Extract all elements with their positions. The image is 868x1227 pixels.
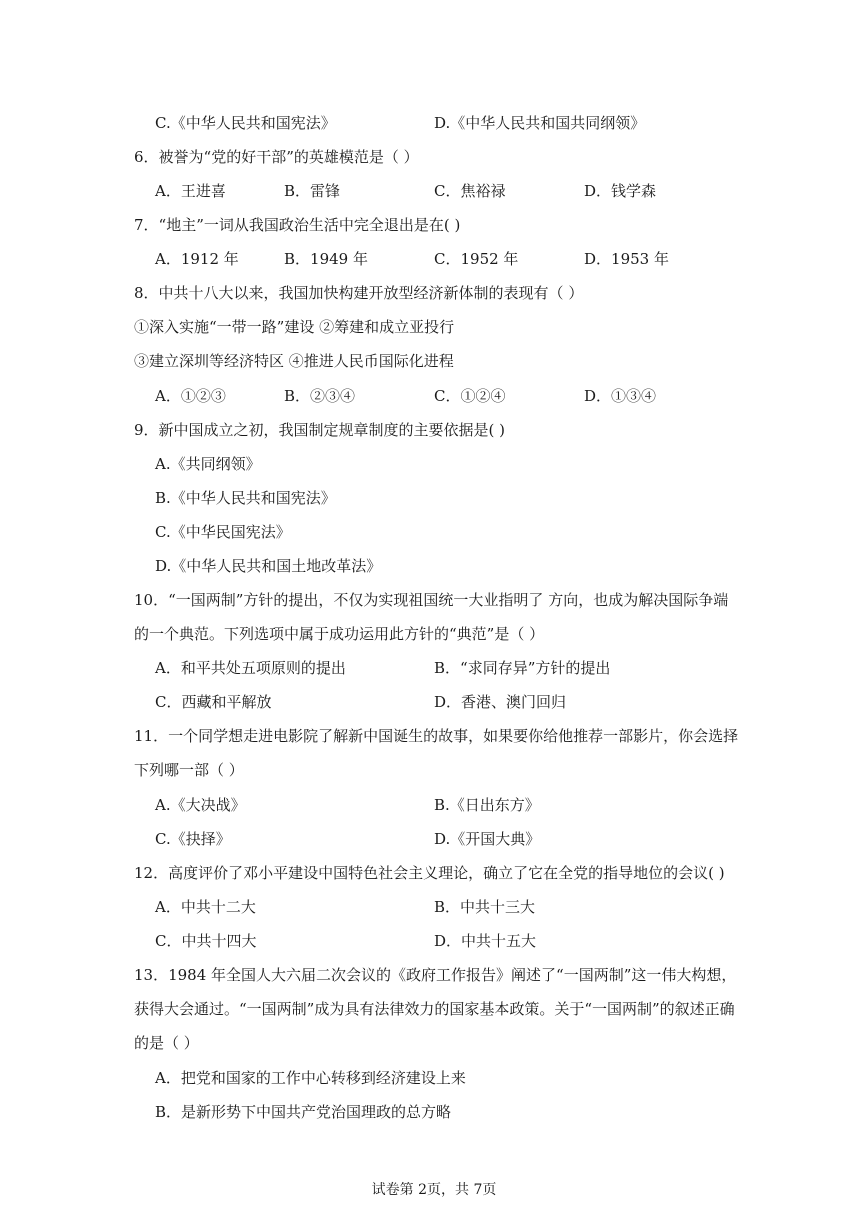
q12-option-a: A．中共十二大	[155, 898, 256, 916]
q10-option-b: B．“求同存异”方针的提出	[434, 659, 611, 677]
q13-option-a: A．把党和国家的工作中心转移到经济建设上来	[155, 1069, 466, 1087]
q7-option-b: B．1949 年	[284, 250, 368, 268]
q8-stem: 8．中共十八大以来，我国加快构建开放型经济新体制的表现有（ ）	[134, 284, 584, 302]
q13-stem-line2: 获得大会通过。“一国两制”成为具有法律效力的国家基本政策。关于“一国两制”的叙述正确	[134, 1000, 735, 1018]
q6-option-c: C．焦裕禄	[434, 182, 506, 200]
q9-option-a: A.《共同纲领》	[155, 455, 261, 473]
q12-option-d: D．中共十五大	[434, 932, 537, 950]
q8-option-c: C．①②④	[434, 387, 506, 405]
q9-option-d: D.《中华人民共和国土地改革法》	[155, 557, 382, 575]
q10-option-a: A．和平共处五项原则的提出	[155, 659, 346, 677]
q8-option-a: A．①②③	[155, 387, 226, 405]
q13-stem-line1: 13．1984 年全国人大六届二次会议的《政府工作报告》阐述了“一国两制”这一伟大构想，	[134, 966, 737, 984]
q6-stem: 6．被誉为“党的好干部”的英雄模范是（ ）	[134, 148, 419, 166]
q11-option-c: C.《抉择》	[155, 830, 231, 848]
q12-option-b: B．中共十三大	[434, 898, 536, 916]
q7-stem: 7．“地主”一词从我国政治生活中完全退出是在( )	[134, 216, 461, 234]
q6-option-d: D．钱学森	[584, 182, 657, 200]
q10-stem-line2: 的一个典范。下列选项中属于成功运用此方针的“典范”是（ ）	[134, 625, 545, 643]
q8-option-b: B．②③④	[284, 387, 356, 405]
q9-option-b: B.《中华人民共和国宪法》	[155, 489, 336, 507]
q10-stem-line1: 10．“一国两制”方针的提出，不仅为实现祖国统一大业指明了 方向，也成为解决国际争端	[134, 591, 729, 609]
q10-option-c: C．西藏和平解放	[155, 693, 272, 711]
q6-option-b: B．雷锋	[284, 182, 341, 200]
q12-stem: 12．高度评价了邓小平建设中国特色社会主义理论，确立了它在全党的指导地位的会议( )	[134, 864, 725, 882]
q13-option-b: B．是新形势下中国共产党治国理政的总方略	[155, 1103, 452, 1121]
q9-stem: 9．新中国成立之初，我国制定规章制度的主要依据是( )	[134, 421, 506, 439]
q10-option-d: D．香港、澳门回归	[434, 693, 567, 711]
q7-option-a: A．1912 年	[155, 250, 239, 268]
q9-option-c: C.《中华民国宪法》	[155, 523, 291, 541]
q12-option-c: C．中共十四大	[155, 932, 257, 950]
q11-option-d: D.《开国大典》	[434, 830, 541, 848]
q11-stem-line1: 11．一个同学想走进电影院了解新中国诞生的故事，如果要你给他推荐一部影片，你会选择	[134, 727, 739, 745]
page-footer: 试卷第 2页，共 7页	[371, 1182, 497, 1198]
q5-option-d: D.《中华人民共和国共同纲领》	[434, 114, 646, 132]
q13-stem-line3: 的是（ ）	[134, 1034, 199, 1052]
q8-items-line1: ①深入实施“一带一路”建设 ②筹建和成立亚投行	[134, 318, 455, 336]
q6-option-a: A．王进喜	[155, 182, 226, 200]
q5-option-c: C.《中华人民共和国宪法》	[155, 114, 336, 132]
q11-stem-line2: 下列哪一部（ ）	[134, 761, 244, 779]
q7-option-d: D．1953 年	[584, 250, 669, 268]
q7-option-c: C．1952 年	[434, 250, 519, 268]
q11-option-a: A.《大决战》	[155, 796, 246, 814]
q8-option-d: D．①③④	[584, 387, 657, 405]
q11-option-b: B.《日出东方》	[434, 796, 540, 814]
q8-items-line2: ③建立深圳等经济特区 ④推进人民币国际化进程	[134, 352, 454, 370]
